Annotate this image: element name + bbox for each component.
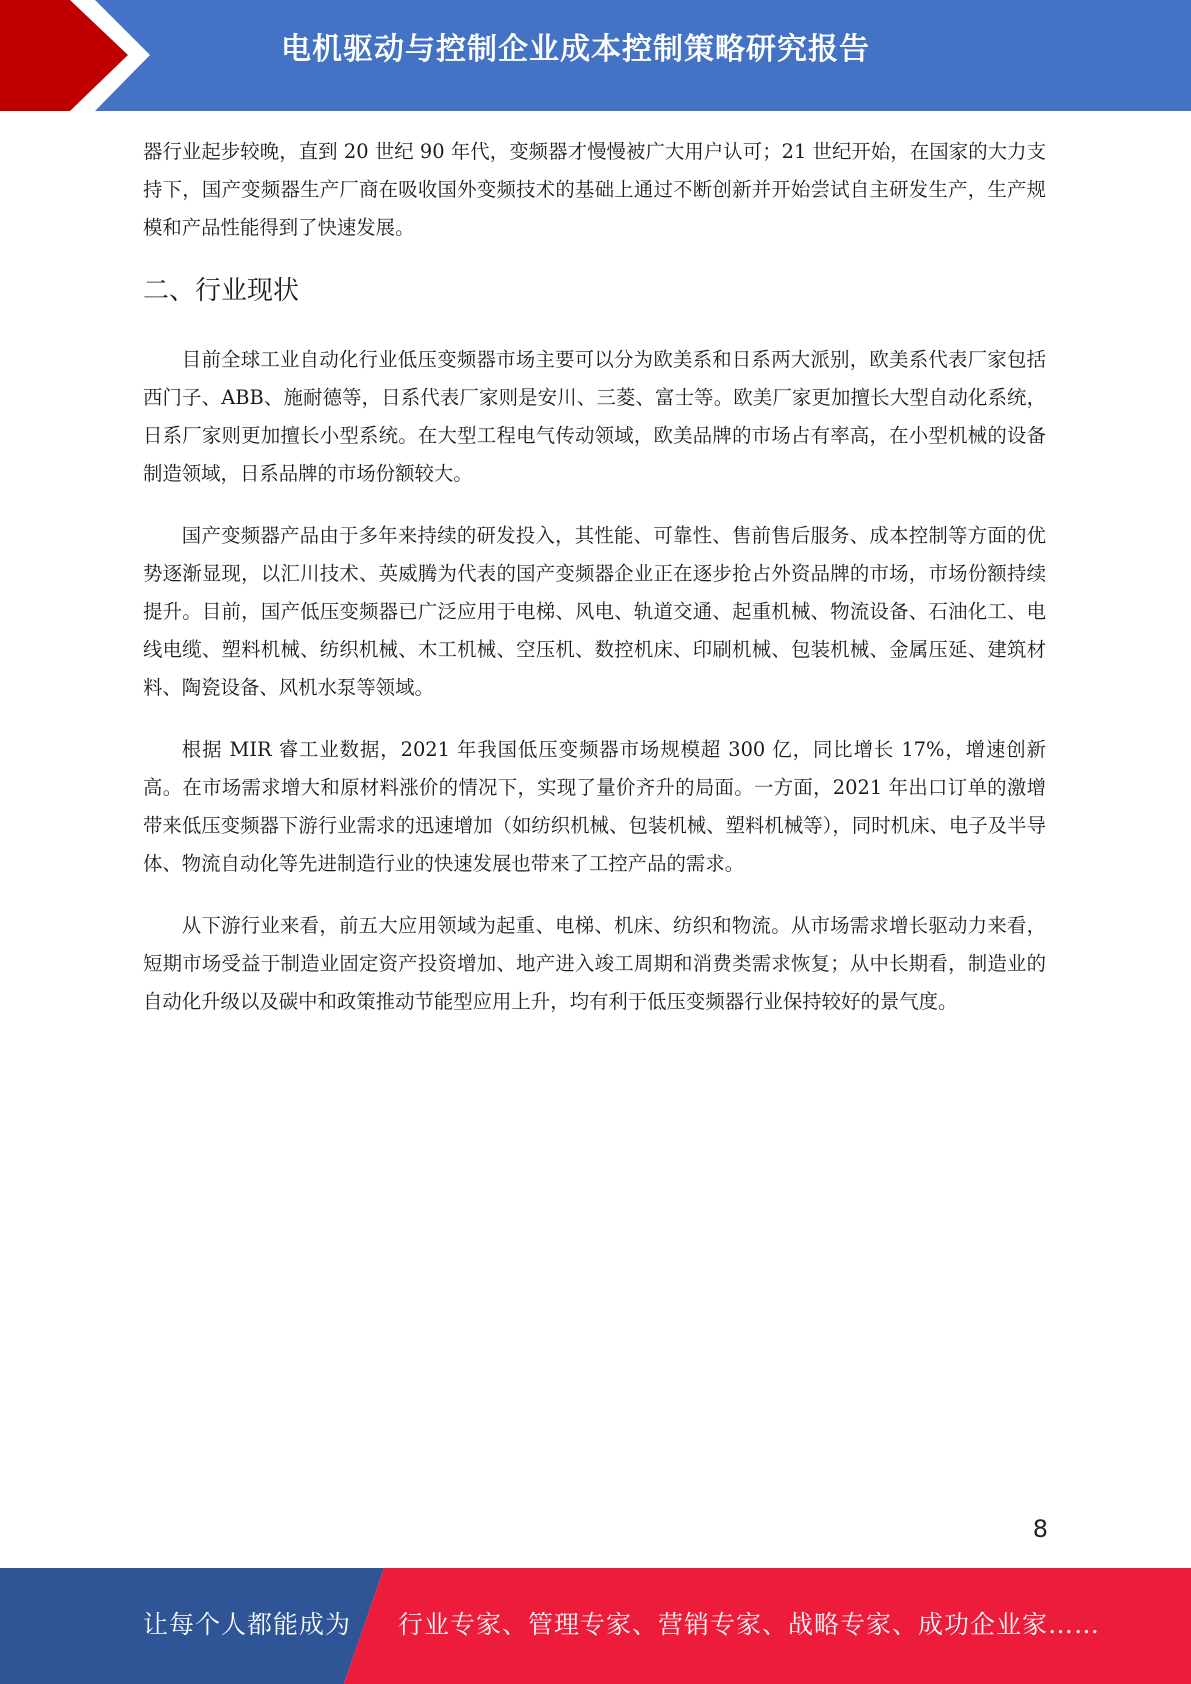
footer-slogan-lead: 让每个人都能成为 — [143, 1610, 352, 1639]
paragraph-market-segments: 目前全球工业自动化行业低压变频器市场主要可以分为欧美系和日系两大派别，欧美系代表厂家包括西门子、ABB、施耐德等，日系代表厂家则是安川、三菱、富士等。欧美厂家更加擅长大型自动化系统，日系厂家则更加擅长小型系统。在大型工程电气传动领域，欧美品牌的市场占有率高，在小型机械的设备制造领域，日系品牌的市场份额较大。 — [143, 348, 1046, 485]
footer-banner — [0, 1568, 1191, 1684]
section-heading: 二、行业现状 — [143, 276, 300, 306]
paragraph-domestic-products: 国产变频器产品由于多年来持续的研发投入，其性能、可靠性、售前售后服务、成本控制等方面的优势逐渐显现，以汇川技术、英威腾为代表的国产变频器企业正在逐步抢占外资品牌的市场，市场份额持续提升。目前，国产低压变频器已广泛应用于电梯、风电、轨道交通、起重机械、物流设备、石油化工、电线电缆、塑料机械、纺织机械、木工机械、空压机、数控机床、印刷机械、包装机械、金属压延、建筑材料、陶瓷设备、风机水泵等领域。 — [143, 524, 1046, 699]
page-number: 8 — [1032, 1515, 1048, 1543]
paragraph-downstream: 从下游行业来看，前五大应用领域为起重、电梯、机床、纺织和物流。从市场需求增长驱动力来看，短期市场受益于制造业固定资产投资增加、地产进入竣工周期和消费类需求恢复；从中长期看，制造业的自动化升级以及碳中和政策推动节能型应用上升，均有利于低压变频器行业保持较好的景气度。 — [143, 914, 1046, 1013]
footer-slogan-roles: 行业专家、管理专家、营销专家、战略专家、成功企业家…… — [398, 1610, 1101, 1639]
continued-paragraph: 器行业起步较晚，直到 20 世纪 90 年代，变频器才慢慢被广大用户认可；21 世纪开始，在国家的大力支持下，国产变频器生产厂商在吸收国外变频技术的基础上通过不断创新并开始尝试自主研发生产，生产规模和产品性能得到了快速发展。 — [143, 140, 1046, 239]
document-body — [143, 133, 1046, 1045]
header-banner — [0, 0, 1191, 111]
document-title: 电机驱动与控制企业成本控制策略研究报告 — [281, 32, 870, 67]
paragraph-market-size: 根据 MIR 睿工业数据，2021 年我国低压变频器市场规模超 300 亿，同比增长 17%，增速创新高。在市场需求增大和原材料涨价的情况下，实现了量价齐升的局面。一方面，2021 年出口订单的激增带来低压变频器下游行业需求的迅速增加（如纺织机械、包装机械、塑料机械等），同时机床、电子及半导体、物流自动化等先进制造行业的快速发展也带来了工控产品的需求。 — [143, 738, 1046, 875]
